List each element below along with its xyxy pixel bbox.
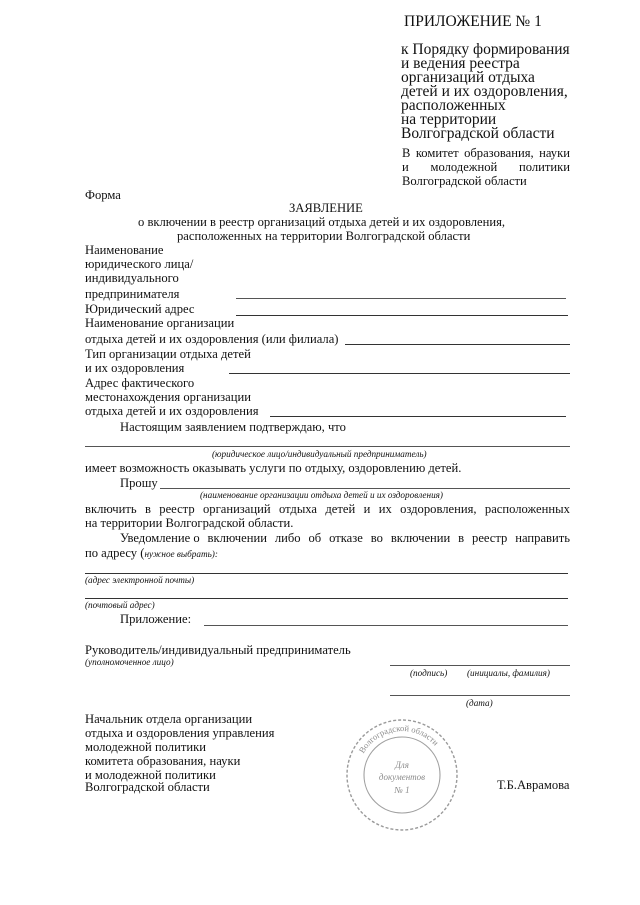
heading-line-1: о включении в реестр организаций отдыха детей и их оздоровления, bbox=[138, 215, 506, 229]
location-label-line: Адрес фактического bbox=[85, 376, 195, 390]
word: организаций bbox=[202, 502, 271, 516]
appendix-line: организаций отдыха bbox=[401, 69, 535, 86]
official-seal bbox=[345, 718, 459, 832]
stamp-center-line-1: Для bbox=[395, 760, 409, 770]
document-title: ЗАЯВЛЕНИЕ bbox=[289, 201, 363, 215]
date-caption: (дата) bbox=[466, 698, 493, 708]
org-name-label-line: отдыха детей и их оздоровления (или филиала) bbox=[85, 332, 339, 346]
word: образования, bbox=[464, 146, 534, 160]
date-input-line[interactable] bbox=[390, 695, 570, 696]
footer-position-line: отдыха и оздоровления управления bbox=[85, 726, 275, 740]
stamp-center-line-3: № 1 bbox=[394, 785, 410, 795]
signatory-name: Т.Б.Аврамова bbox=[497, 778, 570, 792]
include-line-2: на территории Волгоградской области. bbox=[85, 516, 294, 530]
appendix-line: к Порядку формирования bbox=[401, 41, 570, 58]
name-label-line: предпринимателя bbox=[85, 287, 180, 301]
signature-caption: (подпись) bbox=[410, 668, 448, 678]
appendix-line: на территории bbox=[401, 111, 497, 128]
notice-line-1 bbox=[120, 531, 570, 545]
form-label: Форма bbox=[85, 188, 121, 202]
word: оздоровления, bbox=[400, 502, 477, 516]
signatory-role: Руководитель/индивидуальный предприниматель bbox=[85, 643, 351, 657]
org-name-input-line[interactable] bbox=[345, 344, 570, 345]
request-input-line[interactable] bbox=[160, 488, 570, 489]
org-type-label-line: Тип организации отдыха детей bbox=[85, 347, 251, 361]
request-caption: (наименование организации отдыха детей и их оздоровления) bbox=[200, 490, 443, 500]
org-type-label-line: и их оздоровления bbox=[85, 361, 185, 375]
request-label: Прошу bbox=[120, 476, 158, 490]
footer-position-line: Волгоградской области bbox=[85, 780, 210, 794]
word: науки bbox=[539, 146, 570, 160]
attachment-label: Приложение: bbox=[120, 612, 192, 626]
addressee-line-2 bbox=[402, 160, 570, 174]
signatory-role-caption: (уполномоченное лицо) bbox=[85, 657, 174, 667]
footer-position-line: молодежной политики bbox=[85, 740, 206, 754]
word: молодежной bbox=[430, 160, 498, 174]
word: их bbox=[378, 502, 392, 516]
confirm-text: Настоящим заявлением подтверждаю, что bbox=[120, 420, 346, 434]
notice-line-2 bbox=[85, 546, 218, 560]
word: Уведомление о bbox=[120, 531, 200, 545]
word: расположенных bbox=[484, 502, 570, 516]
addressee-line-3: Волгоградской области bbox=[402, 174, 527, 188]
stamp-ring-text: Волгоградской области bbox=[356, 722, 441, 755]
word: и bbox=[402, 160, 409, 174]
name-input-line[interactable] bbox=[236, 298, 566, 299]
attachment-input-line[interactable] bbox=[204, 625, 568, 626]
heading-line-2: расположенных на территории Волгоградской области bbox=[177, 229, 471, 243]
legal-address-label: Юридический адрес bbox=[85, 302, 195, 316]
name-label-line: Наименование bbox=[85, 243, 164, 257]
appendix-title: ПРИЛОЖЕНИЕ № 1 bbox=[404, 13, 542, 30]
initials-caption: (инициалы, фамилия) bbox=[467, 668, 550, 678]
postal-caption: (почтовый адрес) bbox=[85, 600, 155, 610]
notice-address-text: по адресу ( bbox=[85, 546, 145, 560]
confirm-caption: (юридическое лицо/индивидуальный предприниматель) bbox=[212, 449, 427, 459]
word: об bbox=[308, 531, 322, 545]
addressee-line-1 bbox=[402, 146, 570, 160]
ability-text: имеет возможность оказывать услуги по отдыху, оздоровлению детей. bbox=[85, 461, 462, 475]
appendix-line: детей и их оздоровления, bbox=[401, 83, 568, 100]
footer-position-line: Начальник отдела организации bbox=[85, 712, 253, 726]
org-type-input-line[interactable] bbox=[229, 373, 570, 374]
word: включении bbox=[390, 531, 451, 545]
postal-input-line[interactable] bbox=[85, 598, 568, 599]
signature-input-line[interactable] bbox=[390, 665, 570, 666]
word: В bbox=[402, 146, 411, 160]
legal-address-input-line[interactable] bbox=[236, 315, 568, 316]
word: комитет bbox=[415, 146, 459, 160]
word: либо bbox=[274, 531, 301, 545]
appendix-line: расположенных bbox=[401, 97, 506, 114]
name-label-line: юридического лица/ bbox=[85, 257, 194, 271]
word: в bbox=[144, 502, 151, 516]
location-input-line[interactable] bbox=[270, 416, 566, 417]
word: и bbox=[363, 502, 371, 516]
include-line-1 bbox=[85, 502, 570, 516]
org-name-label-line: Наименование организации bbox=[85, 316, 235, 330]
appendix-line: и ведения реестра bbox=[401, 55, 520, 72]
word: включении bbox=[207, 531, 267, 545]
word: во bbox=[370, 531, 383, 545]
email-caption: (адрес электронной почты) bbox=[85, 575, 195, 585]
notice-choose-hint: нужное выбрать): bbox=[144, 549, 218, 559]
confirm-input-line[interactable] bbox=[85, 446, 570, 447]
location-label-line: местонахождения организации bbox=[85, 390, 251, 404]
word: включить bbox=[85, 502, 137, 516]
word: детей bbox=[325, 502, 356, 516]
location-label-line: отдыха детей и их оздоровления bbox=[85, 404, 259, 418]
word: в bbox=[458, 531, 465, 545]
name-label-line: индивидуального bbox=[85, 271, 179, 285]
footer-position-line: комитета образования, науки bbox=[85, 754, 241, 768]
word: реестр bbox=[472, 531, 508, 545]
word: направить bbox=[515, 531, 570, 545]
appendix-line: Волгоградской области bbox=[401, 125, 555, 142]
footer-position-line: и молодежной политики bbox=[85, 768, 216, 782]
email-input-line[interactable] bbox=[85, 573, 568, 574]
word: реестр bbox=[159, 502, 195, 516]
word: политики bbox=[518, 160, 570, 174]
word: отказе bbox=[329, 531, 363, 545]
word: отдыха bbox=[278, 502, 318, 516]
stamp-center-line-2: документов bbox=[378, 772, 426, 782]
